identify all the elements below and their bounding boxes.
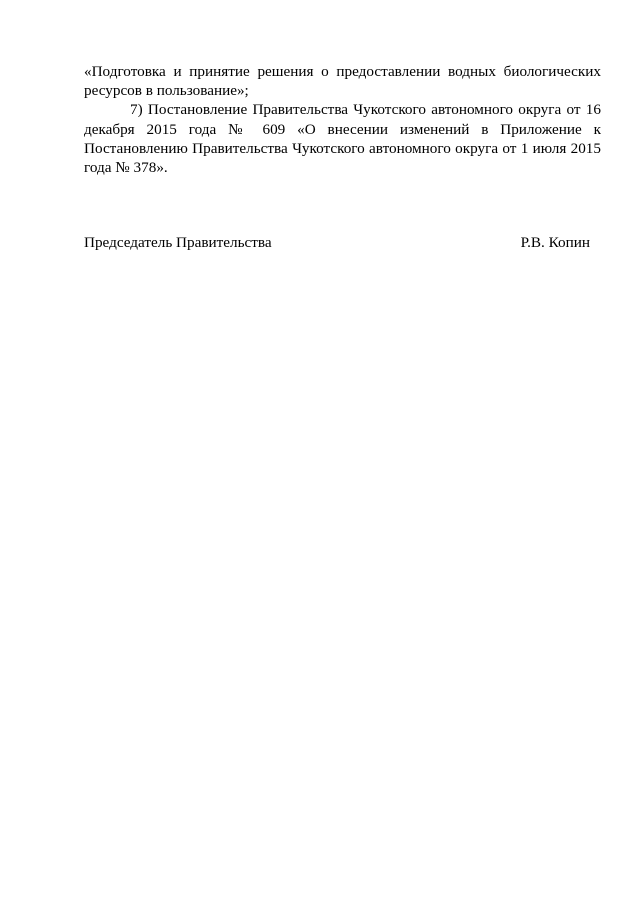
signatory-position: Председатель Правительства <box>84 234 272 251</box>
list-item-7: 7) Постановление Правительства Чукотского автономного округа от 16 декабря 2015 года № 609 «О внесении изменений в Приложение к Постановлению Правительства Чукотского автономного округа от 1 июля 2015 года № 378». <box>84 101 601 177</box>
signature-block <box>84 233 590 252</box>
document-body <box>84 62 601 177</box>
signatory-name: Р.В. Копин <box>520 234 590 251</box>
list-item-continuation: «Подготовка и принятие решения о предоставлении водных биологических ресурсов в пользование»; <box>84 63 601 100</box>
